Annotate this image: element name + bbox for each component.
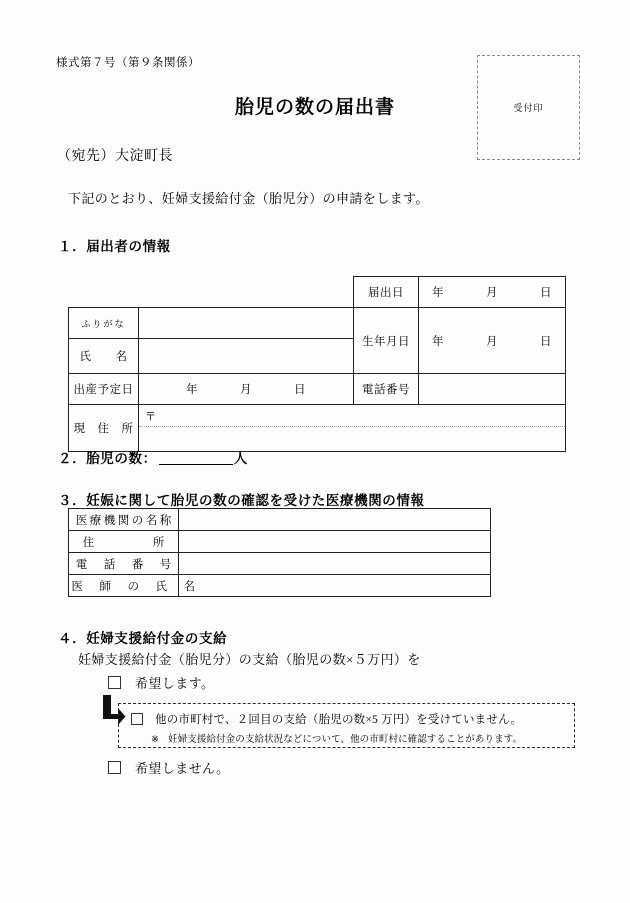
table-row [69, 531, 491, 553]
institution-address-label: 住 所 [69, 531, 179, 553]
asterisk-icon: ※ [151, 735, 160, 745]
month-label: 月 [240, 384, 252, 396]
day-label: 日 [540, 287, 552, 299]
registrant-info-table [68, 276, 566, 452]
phone-label: 電話番号 [354, 374, 419, 405]
table-row [69, 277, 566, 308]
name-field[interactable] [139, 339, 354, 374]
spacer-cell [69, 277, 139, 308]
institution-name-label: 医療機関の名称 [69, 509, 179, 531]
section2-line [58, 447, 248, 467]
month-label: 月 [486, 287, 498, 299]
address-inner [139, 405, 565, 451]
phone-field[interactable] [419, 374, 566, 405]
table-row [69, 308, 566, 339]
option-yes-label: 希望します。 [135, 676, 215, 691]
furigana-field[interactable] [139, 308, 354, 339]
section2-prefix: ２．胎児の数： [58, 451, 157, 466]
medical-institution-table [68, 508, 491, 597]
year-label: 年 [432, 287, 444, 299]
zip-symbol: 〒 [145, 411, 156, 423]
institution-name-field[interactable] [179, 509, 491, 531]
option-yes-row[interactable] [108, 673, 214, 692]
checkbox-icon[interactable] [108, 761, 121, 774]
checkbox-icon[interactable] [131, 713, 143, 725]
birth-date-label: 生年月日 [354, 308, 419, 374]
due-date-field[interactable] [139, 374, 354, 405]
name-label: 氏 名 [69, 339, 139, 374]
option-no-label: 希望しません。 [135, 761, 230, 776]
table-row [69, 405, 566, 452]
fetus-count-input[interactable] [159, 464, 233, 465]
address-field[interactable] [139, 405, 566, 452]
note-remark-row [151, 731, 522, 745]
year-label: 年 [432, 335, 444, 348]
furigana-label: ふりがな [69, 308, 139, 339]
table-row [69, 509, 491, 531]
section4-lead: 妊婦支援給付金（胎児分）の支給（胎児の数×５万円）を [78, 652, 421, 667]
doctor-name-field[interactable] [179, 575, 491, 597]
section4-heading: ４．妊婦支援給付金の支給 [58, 631, 228, 646]
addressee-line: （宛先）大淀町長 [57, 149, 173, 164]
table-row [69, 553, 491, 575]
table-row [69, 374, 566, 405]
page-title: 胎児の数の届出書 [234, 97, 395, 118]
table-row [69, 575, 491, 597]
address-divider [139, 426, 565, 427]
birth-date-field[interactable] [419, 308, 566, 374]
note-checkbox-label: 他の市町村で、２回目の支給（胎児の数×5 万円）を受けていません。 [155, 714, 523, 726]
checkbox-icon[interactable] [108, 676, 121, 689]
due-date-label: 出産予定日 [69, 374, 139, 405]
form-number: 様式第７号（第９条関係） [56, 57, 200, 69]
note-remark-text: 妊婦支援給付金の支給状況などについて、他の市町村に確認することがあります。 [168, 735, 523, 745]
spacer-cell [139, 277, 354, 308]
second-payment-note-box [118, 703, 575, 748]
intro-text: 下記のとおり、妊婦支援給付金（胎児分）の申請をします。 [68, 191, 429, 206]
submit-date-label: 届出日 [354, 277, 419, 308]
receipt-stamp-box [477, 55, 580, 160]
option-no-row[interactable] [108, 758, 230, 777]
institution-phone-label: 電 話 番 号 [69, 553, 179, 575]
day-label: 日 [540, 335, 552, 348]
month-label: 月 [486, 335, 498, 348]
section3-heading: ３．妊娠に関して胎児の数の確認を受けた医療機関の情報 [58, 493, 425, 508]
section1-heading: １．届出者の情報 [58, 239, 171, 254]
note-checkbox-row[interactable] [131, 711, 522, 727]
year-label: 年 [186, 384, 198, 396]
institution-address-field[interactable] [179, 531, 491, 553]
doctor-name-label: 医 師 の 氏 名 [69, 575, 179, 597]
receipt-stamp-label: 受付印 [513, 103, 544, 113]
submit-date-field[interactable] [419, 277, 566, 308]
day-label: 日 [294, 384, 306, 396]
section2-unit: 人 [233, 451, 248, 466]
address-label: 現 住 所 [69, 405, 139, 452]
institution-phone-field[interactable] [179, 553, 491, 575]
